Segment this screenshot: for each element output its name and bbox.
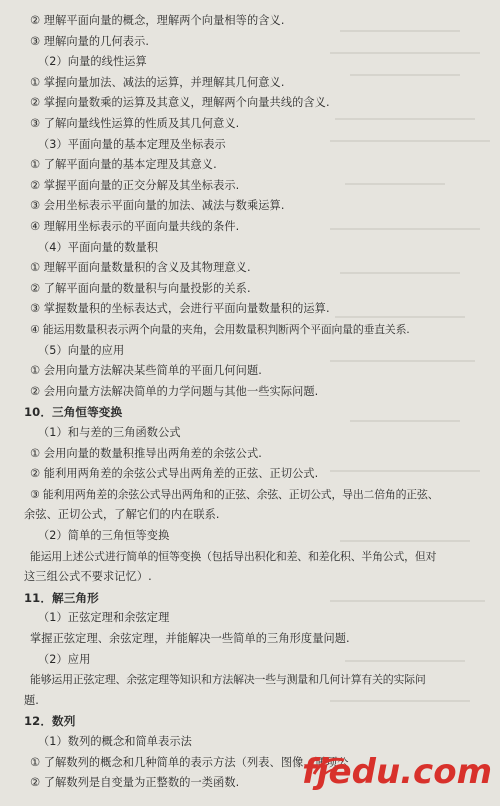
- subsection-heading: （1）数列的概念和简单表示法: [38, 735, 192, 748]
- subsection-heading: （1）和与差的三角函数公式: [38, 426, 181, 439]
- subsection-heading: （4）平面向量的数量积: [38, 240, 159, 254]
- subsection-heading: （2）应用: [38, 652, 91, 666]
- watermark-logo: fjedu.com: [302, 752, 492, 792]
- text-line: 掌握正弦定理、余弦定理，并能解决一些简单的三角形度量问题.: [30, 632, 350, 645]
- text-line: ④ 能运用数量积表示两个向量的夹角，会用数量积判断两个平面向量的垂直关系.: [30, 323, 410, 336]
- text-line: ② 理解平面向量的概念，理解两个向量相等的含义.: [30, 14, 285, 27]
- subsection-heading: （3）平面向量的基本定理及坐标表示: [38, 137, 226, 151]
- section-heading: 12．数列: [24, 714, 76, 729]
- text-line: ① 理解平面向量数量积的含义及其物理意义.: [30, 261, 251, 275]
- text-line: ② 会用向量方法解决简单的力学问题与其他一些实际问题.: [30, 384, 319, 398]
- text-line: ④ 理解用坐标表示的平面向量共线的条件.: [30, 220, 240, 233]
- subsection-heading: （2）向量的线性运算: [38, 55, 147, 69]
- text-line: ① 掌握向量加法、减法的运算，并理解其几何意义.: [30, 75, 285, 89]
- text-line: 能运用上述公式进行简单的恒等变换（包括导出积化和差、和差化积、半角公式，但对: [30, 549, 437, 563]
- text-line: ② 了解平面向量的数量积与向量投影的关系.: [30, 281, 251, 295]
- text-line: ② 掌握平面向量的正交分解及其坐标表示.: [30, 178, 240, 192]
- text-line: ① 会用向量方法解决某些简单的平面几何问题.: [30, 364, 262, 378]
- section-heading: 11．解三角形: [24, 590, 99, 605]
- subsection-heading: （1）正弦定理和余弦定理: [38, 611, 170, 625]
- section-heading: 10．三角恒等变换: [24, 405, 123, 420]
- text-line: ① 会用向量的数量积推导出两角差的余弦公式.: [30, 446, 262, 460]
- text-line: 能够运用正弦定理、余弦定理等知识和方法解决一些与测量和几何计算有关的实际问: [30, 673, 426, 687]
- text-line: ① 了解平面向量的基本定理及其意义.: [30, 158, 217, 172]
- text-line: ① 了解数列的概念和几种简单的表示方法（列表、图像、通项公: [30, 755, 349, 769]
- text-line: ② 了解数列是自变量为正整数的一类函数.: [30, 776, 240, 790]
- subsection-heading: （5）向量的应用: [38, 343, 125, 357]
- text-line: 这三组公式不要求记忆）.: [24, 570, 152, 584]
- text-line: ② 能利用两角差的余弦公式导出两角差的正弦、正切公式.: [30, 467, 319, 481]
- text-line: ③ 能利用两角差的余弦公式导出两角和的正弦、余弦、正切公式，导出二倍角的正弦、: [30, 487, 439, 501]
- text-line: ③ 了解向量线性运算的性质及其几何意义.: [30, 117, 240, 130]
- text-line: 题.: [24, 693, 39, 707]
- text-line: 余弦、正切公式，了解它们的内在联系.: [24, 508, 220, 522]
- subsection-heading: （2）简单的三角恒等变换: [38, 529, 170, 542]
- text-line: ③ 会用坐标表示平面向量的加法、减法与数乘运算.: [30, 199, 285, 213]
- text-line: ② 掌握向量数乘的运算及其意义，理解两个向量共线的含义.: [30, 96, 330, 110]
- text-line: ③ 理解向量的几何表示.: [30, 34, 150, 48]
- text-line: ③ 掌握数量积的坐标表达式，会进行平面向量数量积的运算.: [30, 302, 330, 316]
